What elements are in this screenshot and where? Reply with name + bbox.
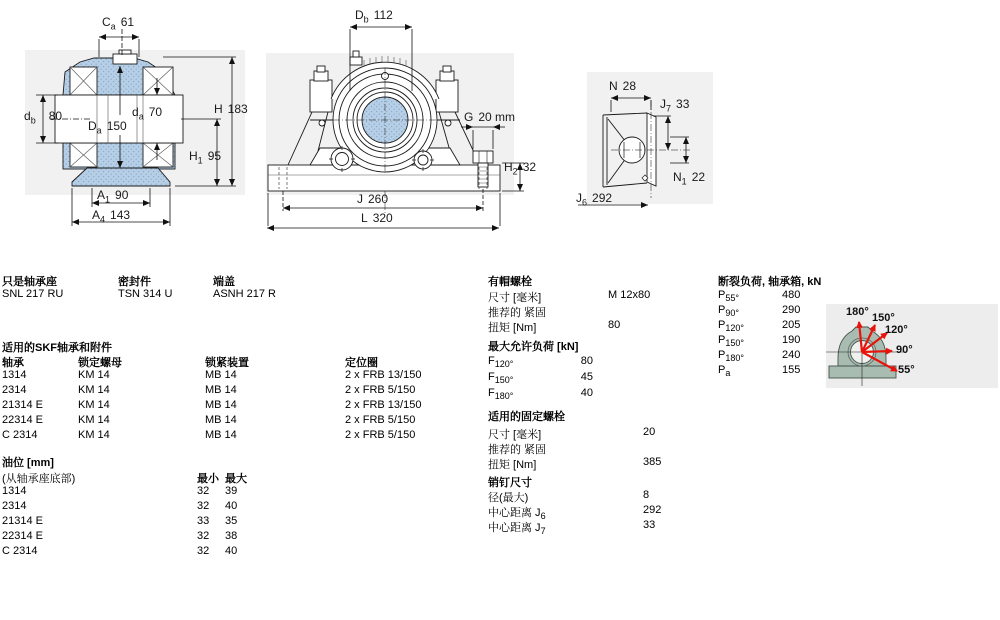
table-row: 22314 E KM 14 MB 14 2 x FRB 5/150 [2, 414, 416, 426]
dim-J: J 260 [357, 192, 389, 206]
max-load-row: $F_{180^\circ}$ 40 [488, 387, 593, 402]
attachment-bolts-section [488, 0, 728, 620]
bearings-title: 适用的SKF轴承和附件 [2, 342, 112, 354]
angle-label-120: 120° [885, 324, 908, 336]
seal-value: TSN 314 U [118, 288, 173, 300]
dim-H1: $H_1$ 95 [189, 149, 222, 166]
angle-label-90: 90° [896, 344, 913, 356]
breaking-load-row: $P_a$ 155 [718, 364, 801, 379]
breaking-load-section [718, 0, 838, 400]
end-cover-label: 端盖 [213, 276, 235, 288]
breaking-load-row: $P_{180^\circ}$ 240 [718, 349, 801, 364]
recommend-row: 推荐的 紧固 [488, 307, 547, 319]
dim-J6: $J_6$ 292 [576, 191, 613, 208]
bolt-size-row: 尺寸 [毫米] M 12x80 [488, 289, 651, 304]
oil-level-subtitle: (从轴承座底部) [2, 473, 76, 485]
table-row: 1314 KM 14 MB 14 2 x FRB 13/150 [2, 369, 422, 381]
torque-row: 扭矩 [Nm] 80 [488, 319, 621, 334]
table-row: C 2314 32 40 [2, 545, 238, 557]
min-header: 最小 [197, 473, 219, 485]
angle-label-55: 55° [898, 364, 915, 376]
seal-label: 密封件 [118, 276, 151, 288]
attachment-bolts-title: 有帽螺栓 [488, 276, 532, 288]
table-row: C 2314 KM 14 MB 14 2 x FRB 5/150 [2, 429, 416, 441]
fixing-torque-row: 扭矩 [Nm] 385 [488, 456, 662, 471]
table-row: 2314 32 40 [2, 500, 238, 512]
dim-ca: $C_a$ 61 [102, 15, 135, 32]
dim-H: H 183 [214, 102, 248, 116]
dim-Db: $D_b$ 112 [355, 8, 393, 25]
dim-N: N 28 [609, 79, 637, 93]
dim-N1: $N_1$ 22 [673, 170, 706, 187]
fixing-recommend-row: 推荐的 紧固 [488, 444, 547, 456]
housing-only-value: SNL 217 RU [2, 288, 64, 300]
dim-db-lower: $d_b$ 80 [24, 109, 63, 126]
pin-row: 中心距离 $J_6$ 292 [488, 504, 662, 522]
fixing-torque-value: 385 [643, 456, 662, 468]
bearings-table [2, 336, 482, 451]
oil-level-table [2, 452, 302, 567]
table-row: 2314 KM 14 MB 14 2 x FRB 5/150 [2, 384, 416, 396]
fixing-size-value: 20 [643, 426, 656, 438]
housing-only-label: 只是轴承座 [2, 276, 57, 288]
max-load-title: 最大允许负荷 [kN] [488, 341, 579, 353]
max-load-row: $F_{120^\circ}$ 80 [488, 355, 593, 370]
dim-A1: $A_1$ 90 [97, 188, 129, 205]
breaking-load-row: $P_{55^\circ}$ 480 [718, 289, 801, 304]
angle-label-150: 150° [872, 312, 895, 324]
end-cover-value: ASNH 217 R [213, 288, 276, 300]
max-header: 最大 [225, 473, 247, 485]
dim-H2: $H_2$ 32 [504, 160, 537, 177]
product-header-row [2, 273, 235, 289]
oil-level-header-row [2, 470, 247, 486]
torque-value: 80 [608, 319, 621, 331]
fixing-size-row: 尺寸 [毫米] 20 [488, 426, 656, 441]
breaking-load-row: $P_{120^\circ}$ 205 [718, 319, 801, 334]
angle-label-180: 180° [846, 306, 869, 318]
pin-row: 中心距离 $J_7$ 33 [488, 519, 656, 537]
dim-G: G 20 mm [464, 110, 516, 124]
breaking-load-title: 断裂负荷, 轴承箱, kN [718, 276, 822, 288]
product-value-row [2, 288, 276, 300]
pin-row: 径(最大) 8 [488, 489, 650, 504]
bearings-header-row: 轴承 锁定螺母 锁紧装置 定位圈 [2, 357, 378, 369]
dim-L: L 320 [361, 211, 393, 225]
table-row: 21314 E 33 35 [2, 515, 238, 527]
table-row: 21314 E KM 14 MB 14 2 x FRB 13/150 [2, 399, 422, 411]
max-load-row: $F_{150^\circ}$ 45 [488, 371, 593, 386]
dim-Da: $D_a$ 150 [88, 119, 127, 136]
table-row: 1314 32 39 [2, 485, 238, 497]
breaking-load-row: $P_{90^\circ}$ 290 [718, 304, 801, 319]
bolt-size-value: M 12x80 [608, 289, 651, 301]
housing-cross-section [55, 50, 183, 186]
pins-title: 销钉尺寸 [488, 477, 532, 489]
dim-J7: $J_7$ 33 [660, 97, 690, 114]
table-row: 22314 E 32 38 [2, 530, 238, 542]
oil-level-title: 油位 [mm] [2, 457, 54, 469]
breaking-load-row: $P_{150^\circ}$ 190 [718, 334, 801, 349]
product-designations [2, 273, 482, 313]
fixing-bolts-title: 适用的固定螺栓 [488, 411, 565, 423]
dim-A4: $A_4$ 143 [92, 208, 131, 225]
dim-da-lower: $d_a$ 70 [132, 105, 163, 122]
